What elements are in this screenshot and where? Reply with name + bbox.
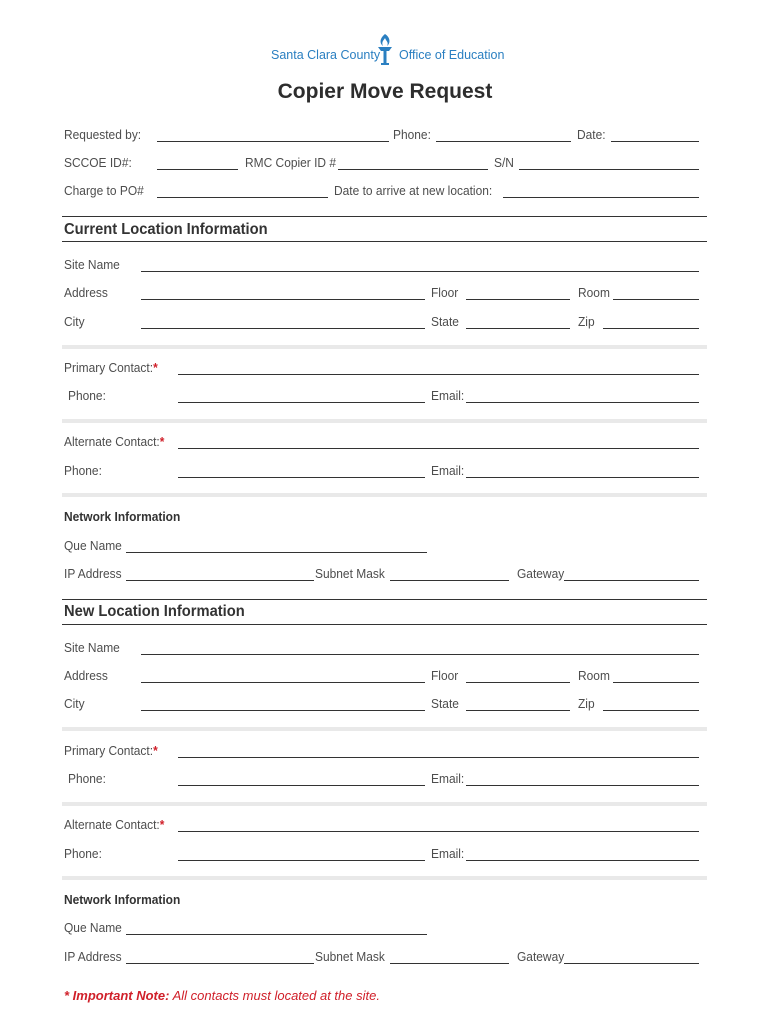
new-room-field[interactable] xyxy=(613,682,699,683)
new-subnet-mask-field[interactable] xyxy=(390,963,509,964)
torch-icon xyxy=(374,32,396,68)
date-field[interactable] xyxy=(611,141,699,142)
new-alternate-contact-field[interactable] xyxy=(178,831,699,832)
new-floor-field[interactable] xyxy=(466,682,570,683)
current-alternate-email-field[interactable] xyxy=(466,477,699,478)
requested-by-field[interactable] xyxy=(157,141,389,142)
current-primary-email-field[interactable] xyxy=(466,402,699,403)
new-site-name-field[interactable] xyxy=(141,654,699,655)
new-gateway-field[interactable] xyxy=(564,963,699,964)
section-divider xyxy=(62,624,707,625)
new-zip-label: Zip xyxy=(578,696,595,711)
section-divider xyxy=(62,216,707,217)
new-subnet-mask-label: Subnet Mask xyxy=(315,949,385,964)
section-divider xyxy=(62,493,707,497)
requested-by-label: Requested by: xyxy=(64,127,142,142)
new-state-label: State xyxy=(431,696,459,711)
current-alternate-contact-label: Alternate Contact:* xyxy=(64,434,165,449)
current-state-label: State xyxy=(431,314,459,329)
new-primary-phone-label: Phone: xyxy=(68,771,106,786)
important-note-text: All contacts must located at the site. xyxy=(169,988,380,1003)
new-primary-contact-field[interactable] xyxy=(178,757,699,758)
current-floor-field[interactable] xyxy=(466,299,570,300)
new-address-label: Address xyxy=(64,668,108,683)
current-ip-address-field[interactable] xyxy=(126,580,314,581)
new-que-name-field[interactable] xyxy=(126,934,427,935)
section-divider xyxy=(62,419,707,423)
sccoe-id-label: SCCOE ID#: xyxy=(64,155,132,170)
current-alternate-email-label: Email: xyxy=(431,463,465,478)
new-primary-email-field[interactable] xyxy=(466,785,699,786)
current-address-field[interactable] xyxy=(141,299,425,300)
current-que-name-label: Que Name xyxy=(64,538,122,553)
current-room-label: Room xyxy=(578,285,610,300)
new-primary-email-label: Email: xyxy=(431,771,465,786)
new-ip-address-label: IP Address xyxy=(64,949,122,964)
rmc-copier-id-field[interactable] xyxy=(338,169,488,170)
current-site-name-label: Site Name xyxy=(64,257,120,272)
current-primary-email-label: Email: xyxy=(431,388,465,403)
important-note xyxy=(64,988,380,1003)
current-state-field[interactable] xyxy=(466,328,570,329)
current-subnet-mask-label: Subnet Mask xyxy=(315,566,385,581)
new-address-field[interactable] xyxy=(141,682,425,683)
new-gateway-label: Gateway xyxy=(517,949,565,964)
current-zip-label: Zip xyxy=(578,314,595,329)
current-address-label: Address xyxy=(64,285,108,300)
phone-label: Phone: xyxy=(393,127,431,142)
current-floor-label: Floor xyxy=(431,285,459,300)
new-city-label: City xyxy=(64,696,85,711)
phone-field[interactable] xyxy=(436,141,571,142)
new-network-heading: Network Information xyxy=(64,892,181,907)
current-site-name-field[interactable] xyxy=(141,271,699,272)
current-alternate-phone-field[interactable] xyxy=(178,477,425,478)
sn-label: S/N xyxy=(494,155,514,170)
required-asterisk: * xyxy=(153,360,158,375)
section-divider xyxy=(62,727,707,731)
date-to-arrive-field[interactable] xyxy=(503,197,699,198)
required-asterisk: * xyxy=(159,434,165,449)
current-zip-field[interactable] xyxy=(603,328,699,329)
current-alternate-phone-label: Phone: xyxy=(64,463,102,478)
new-location-heading: New Location Information xyxy=(64,603,245,620)
current-primary-contact-label: Primary Contact:* xyxy=(64,360,158,375)
current-gateway-field[interactable] xyxy=(564,580,699,581)
sccoe-id-field[interactable] xyxy=(157,169,238,170)
current-alternate-contact-field[interactable] xyxy=(178,448,699,449)
new-alternate-email-field[interactable] xyxy=(466,860,699,861)
date-to-arrive-label: Date to arrive at new location: xyxy=(334,183,493,198)
section-divider xyxy=(62,345,707,349)
new-que-name-label: Que Name xyxy=(64,920,122,935)
new-city-field[interactable] xyxy=(141,710,425,711)
current-location-heading: Current Location Information xyxy=(64,221,268,238)
new-alternate-email-label: Email: xyxy=(431,846,465,861)
page-title: Copier Move Request xyxy=(277,80,493,103)
current-que-name-field[interactable] xyxy=(126,552,427,553)
date-label: Date: xyxy=(577,127,606,142)
current-primary-phone-label: Phone: xyxy=(68,388,106,403)
new-primary-phone-field[interactable] xyxy=(178,785,425,786)
current-room-field[interactable] xyxy=(613,299,699,300)
new-site-name-label: Site Name xyxy=(64,640,120,655)
section-divider xyxy=(62,802,707,806)
current-city-field[interactable] xyxy=(141,328,425,329)
important-note-prefix: * Important Note: xyxy=(64,988,170,1003)
current-city-label: City xyxy=(64,314,85,329)
section-divider xyxy=(62,876,707,880)
current-subnet-mask-field[interactable] xyxy=(390,580,509,581)
required-asterisk: * xyxy=(159,817,165,832)
rmc-copier-id-label: RMC Copier ID # xyxy=(245,155,337,170)
current-ip-address-label: IP Address xyxy=(64,566,122,581)
new-zip-field[interactable] xyxy=(603,710,699,711)
section-divider xyxy=(62,599,707,600)
section-divider xyxy=(62,241,707,242)
current-gateway-label: Gateway xyxy=(517,566,565,581)
new-ip-address-field[interactable] xyxy=(126,963,314,964)
current-primary-contact-field[interactable] xyxy=(178,374,699,375)
new-alternate-phone-field[interactable] xyxy=(178,860,425,861)
required-asterisk: * xyxy=(153,743,158,758)
org-name-left: Santa Clara County xyxy=(271,48,381,62)
current-network-heading: Network Information xyxy=(64,509,181,524)
new-primary-contact-label: Primary Contact:* xyxy=(64,743,158,758)
charge-to-po-field[interactable] xyxy=(157,197,328,198)
current-primary-phone-field[interactable] xyxy=(178,402,425,403)
sn-field[interactable] xyxy=(519,169,699,170)
org-name-right: Office of Education xyxy=(399,48,505,62)
charge-to-po-label: Charge to PO# xyxy=(64,183,144,198)
new-room-label: Room xyxy=(578,668,610,683)
new-alternate-phone-label: Phone: xyxy=(64,846,102,861)
new-state-field[interactable] xyxy=(466,710,570,711)
new-alternate-contact-label: Alternate Contact:* xyxy=(64,817,165,832)
new-floor-label: Floor xyxy=(431,668,459,683)
